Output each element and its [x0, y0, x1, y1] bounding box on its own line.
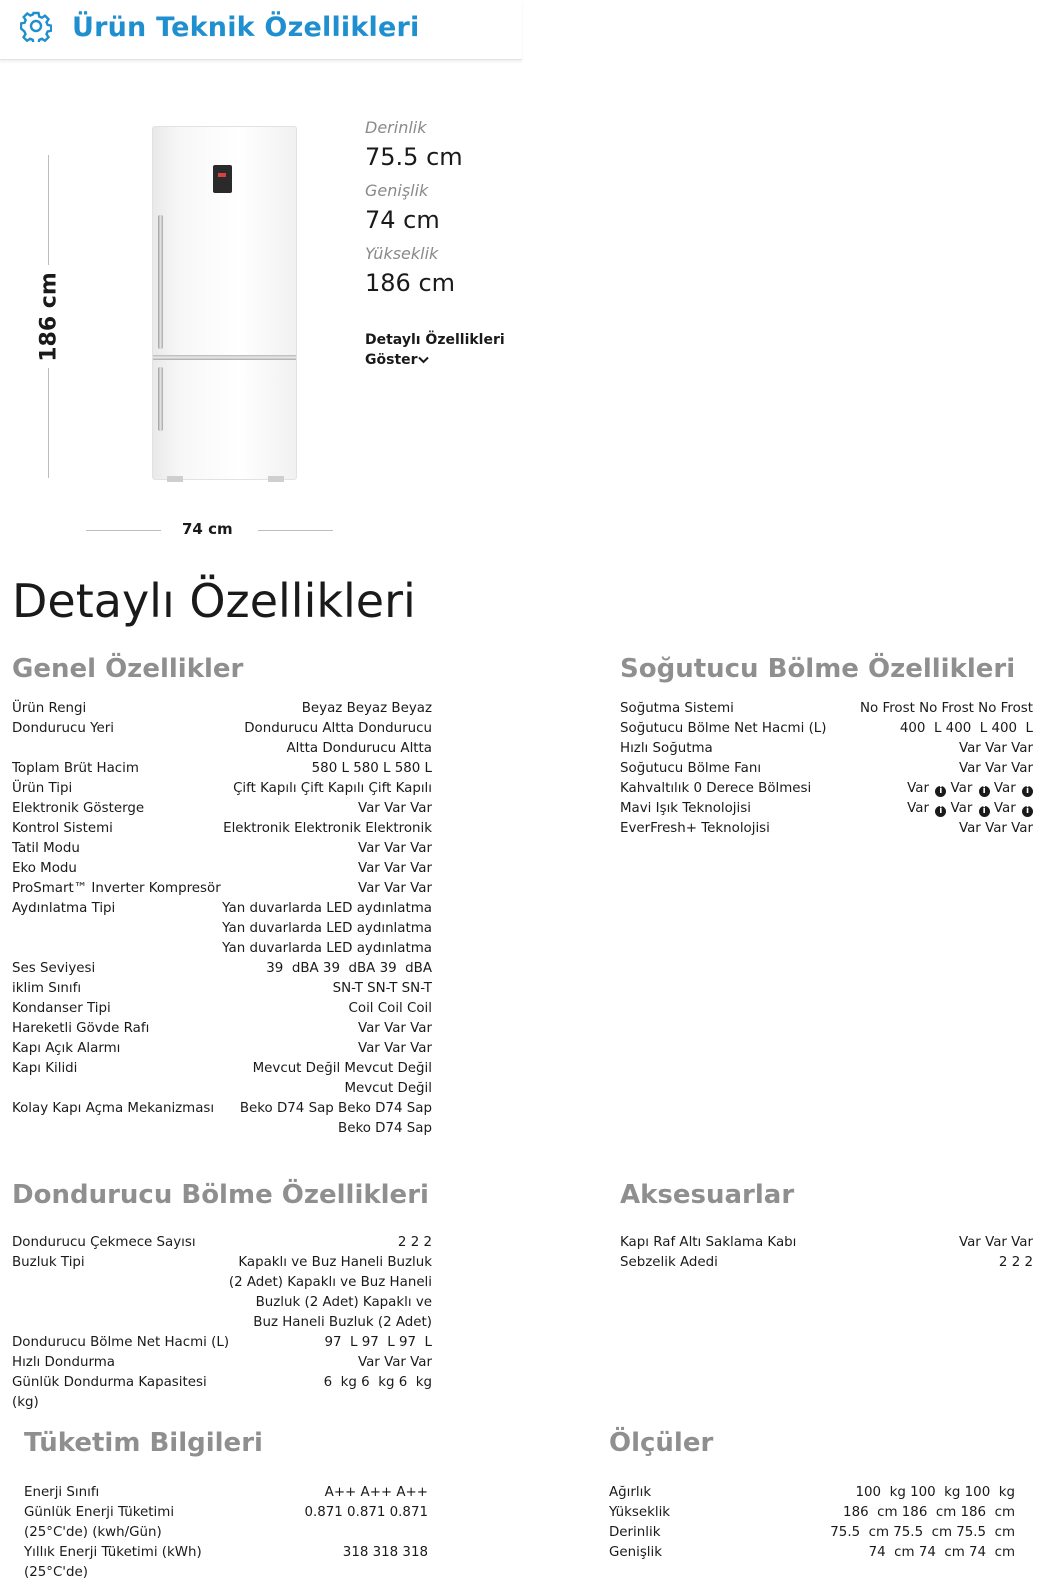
- fridge-foot: [167, 476, 183, 482]
- spec-key: Elektronik Gösterge: [12, 801, 145, 816]
- spec-key: Ürün Tipi: [12, 781, 73, 796]
- spec-key: Günlük Dondurma Kapasitesi (kg): [12, 1375, 207, 1410]
- spec-value: 39 dBA 39 dBA 39 dBA: [266, 961, 432, 976]
- spec-value: Var Var Var: [357, 881, 432, 896]
- spec-key: Kontrol Sistemi: [12, 821, 113, 836]
- spec-key: Ürün Rengi: [12, 701, 87, 716]
- spec-value: Var Var Var: [357, 1041, 432, 1056]
- fridge-handle: [158, 215, 163, 349]
- spec-value: Beko D74 Sap Beko D74 Sap Beko D74 Sap: [239, 1101, 432, 1136]
- info-icon[interactable]: i: [1022, 786, 1033, 797]
- spec-value: Var Var Var: [357, 1355, 432, 1370]
- spec-value: 97 L 97 L 97 L: [324, 1335, 432, 1350]
- spec-key: Aydınlatma Tipi: [12, 901, 116, 916]
- spec-key: Hareketli Gövde Rafı: [12, 1021, 150, 1036]
- section-title-accessories: Aksesuarlar: [620, 1180, 795, 1210]
- details-heading: Detaylı Özellikleri: [12, 574, 416, 628]
- spec-key: Ağırlık: [609, 1485, 652, 1500]
- info-icon[interactable]: i: [935, 786, 946, 797]
- spec-value: Var Var Var: [958, 821, 1033, 836]
- spec-value: Var i Var i Var i: [907, 799, 1033, 819]
- height-value: 186 cm: [365, 269, 456, 297]
- spec-value: Var i Var i Var i: [907, 779, 1033, 799]
- height-dimension-line: [48, 155, 49, 265]
- spec-value: Elektronik Elektronik Elektronik: [223, 821, 432, 836]
- height-dimension-line: [48, 368, 49, 478]
- spec-key: Hızlı Dondurma: [12, 1355, 116, 1370]
- spec-value: 6 kg 6 kg 6 kg: [323, 1375, 432, 1390]
- spec-value: SN-T SN-T SN-T: [332, 981, 432, 996]
- width-dimension-label: 74 cm: [182, 520, 233, 538]
- depth-value: 75.5 cm: [365, 143, 463, 171]
- width-dimension-line: [86, 530, 161, 531]
- section-title-general: Genel Özellikler: [12, 654, 244, 684]
- height-label: Yükseklik: [365, 244, 439, 263]
- fridge-display: [213, 165, 232, 193]
- spec-value: Var Var Var: [357, 1021, 432, 1036]
- spec-key: Kapı Raf Altı Saklama Kabı: [620, 1235, 797, 1250]
- spec-value: Var Var Var: [357, 801, 432, 816]
- width-dimension-line: [258, 530, 333, 531]
- info-icon[interactable]: i: [935, 806, 946, 817]
- spec-value: 74 cm 74 cm 74 cm: [868, 1545, 1015, 1560]
- depth-label: Derinlik: [365, 118, 427, 137]
- spec-value: 75.5 cm 75.5 cm 75.5 cm: [830, 1525, 1015, 1540]
- section-title-consumption: Tüketim Bilgileri: [24, 1428, 263, 1458]
- spec-key: Kapı Açık Alarmı: [12, 1041, 121, 1056]
- info-icon[interactable]: i: [979, 806, 990, 817]
- fridge-handle: [158, 367, 163, 431]
- spec-key: Genişlik: [609, 1545, 662, 1560]
- width-label: Genişlik: [365, 181, 429, 200]
- info-icon[interactable]: i: [1022, 806, 1033, 817]
- spec-key: Kahvaltılık 0 Derece Bölmesi: [620, 781, 812, 796]
- spec-key: EverFresh+ Teknolojisi: [620, 821, 770, 836]
- spec-key: Derinlik: [609, 1525, 661, 1540]
- spec-key: Soğutma Sistemi: [620, 701, 734, 716]
- show-details-link-line2: Göster: [365, 352, 418, 368]
- spec-key: Ses Seviyesi: [12, 961, 96, 976]
- page-title: Ürün Teknik Özellikleri: [72, 12, 420, 43]
- spec-key: Mavi Işık Teknolojisi: [620, 801, 751, 816]
- spec-key: Soğutucu Bölme Fanı: [620, 761, 762, 776]
- spec-value: Yan duvarlarda LED aydınlatma Yan duvarlarda LED aydınlatma Yan duvarlarda LED aydınlatma: [222, 901, 432, 956]
- spec-value: 100 kg 100 kg 100 kg: [855, 1485, 1015, 1500]
- spec-value: 0.871 0.871 0.871: [304, 1505, 428, 1520]
- width-value: 74 cm: [365, 206, 440, 234]
- spec-value: 2 2 2: [397, 1235, 432, 1250]
- spec-value: No Frost No Frost No Frost: [860, 701, 1033, 716]
- spec-key: Toplam Brüt Hacim: [12, 761, 139, 776]
- chevron-down-icon: [418, 356, 429, 364]
- spec-key: ProSmart™ Inverter Kompresör: [12, 881, 221, 896]
- spec-value: Dondurucu Altta Dondurucu Altta Dondurucu Altta: [244, 721, 432, 756]
- spec-key: Yıllık Enerji Tüketimi (kWh) (25°C'de): [24, 1545, 202, 1580]
- spec-value: Çift Kapılı Çift Kapılı Çift Kapılı: [233, 781, 432, 796]
- spec-value: Coil Coil Coil: [348, 1001, 432, 1016]
- spec-key: iklim Sınıfı: [12, 981, 82, 996]
- spec-value: Mevcut Değil Mevcut Değil Mevcut Değil: [252, 1061, 432, 1096]
- section-title-freezer: Dondurucu Bölme Özellikleri: [12, 1180, 429, 1210]
- show-details-link[interactable]: [365, 330, 525, 370]
- spec-key: Tatil Modu: [12, 841, 80, 856]
- spec-key: Hızlı Soğutma: [620, 741, 713, 756]
- height-dimension-label: 186 cm: [36, 272, 62, 362]
- spec-key: Sebzelik Adedi: [620, 1255, 718, 1270]
- product-image: [152, 126, 297, 480]
- info-icon[interactable]: i: [979, 786, 990, 797]
- fridge-door-divider: [153, 355, 296, 360]
- section-title-cooler: Soğutucu Bölme Özellikleri: [620, 654, 1016, 684]
- spec-value: Var Var Var: [958, 761, 1033, 776]
- fridge-foot: [268, 476, 284, 482]
- spec-key: Eko Modu: [12, 861, 77, 876]
- spec-key: Dondurucu Çekmece Sayısı: [12, 1235, 196, 1250]
- spec-value: 2 2 2: [998, 1255, 1033, 1270]
- spec-value: 400 L 400 L 400 L: [899, 721, 1033, 736]
- spec-key: Günlük Enerji Tüketimi (25°C'de) (kwh/Gün): [24, 1505, 175, 1540]
- spec-key: Buzluk Tipi: [12, 1255, 85, 1270]
- spec-value: Var Var Var: [958, 1235, 1033, 1250]
- gear-icon: [20, 10, 52, 42]
- show-details-link-line1: Detaylı Özellikleri: [365, 332, 505, 348]
- section-title-dimensions: Ölçüler: [609, 1428, 714, 1458]
- spec-key: Soğutucu Bölme Net Hacmi (L): [620, 721, 827, 736]
- spec-value: Var Var Var: [958, 741, 1033, 756]
- spec-value: Var Var Var: [357, 861, 432, 876]
- spec-value: 318 318 318: [342, 1545, 428, 1560]
- spec-key: Kolay Kapı Açma Mekanizması: [12, 1101, 215, 1116]
- spec-key: Dondurucu Yeri: [12, 721, 114, 736]
- spec-key: Kondanser Tipi: [12, 1001, 111, 1016]
- spec-value: Beyaz Beyaz Beyaz: [301, 701, 432, 716]
- spec-value: Var Var Var: [357, 841, 432, 856]
- spec-value: A++ A++ A++: [324, 1485, 428, 1500]
- page-header: [0, 0, 522, 60]
- spec-value: Kapaklı ve Buz Haneli Buzluk (2 Adet) Kapaklı ve Buz Haneli Buzluk (2 Adet) Kapaklı ve Buz Haneli Buzluk (2 Adet): [228, 1255, 432, 1330]
- spec-key: Kapı Kilidi: [12, 1061, 78, 1076]
- spec-key: Yükseklik: [609, 1505, 671, 1520]
- spec-value: 580 L 580 L 580 L: [311, 761, 432, 776]
- spec-key: Dondurucu Bölme Net Hacmi (L): [12, 1335, 230, 1350]
- spec-key: Enerji Sınıfı: [24, 1485, 100, 1500]
- spec-value: 186 cm 186 cm 186 cm: [843, 1505, 1015, 1520]
